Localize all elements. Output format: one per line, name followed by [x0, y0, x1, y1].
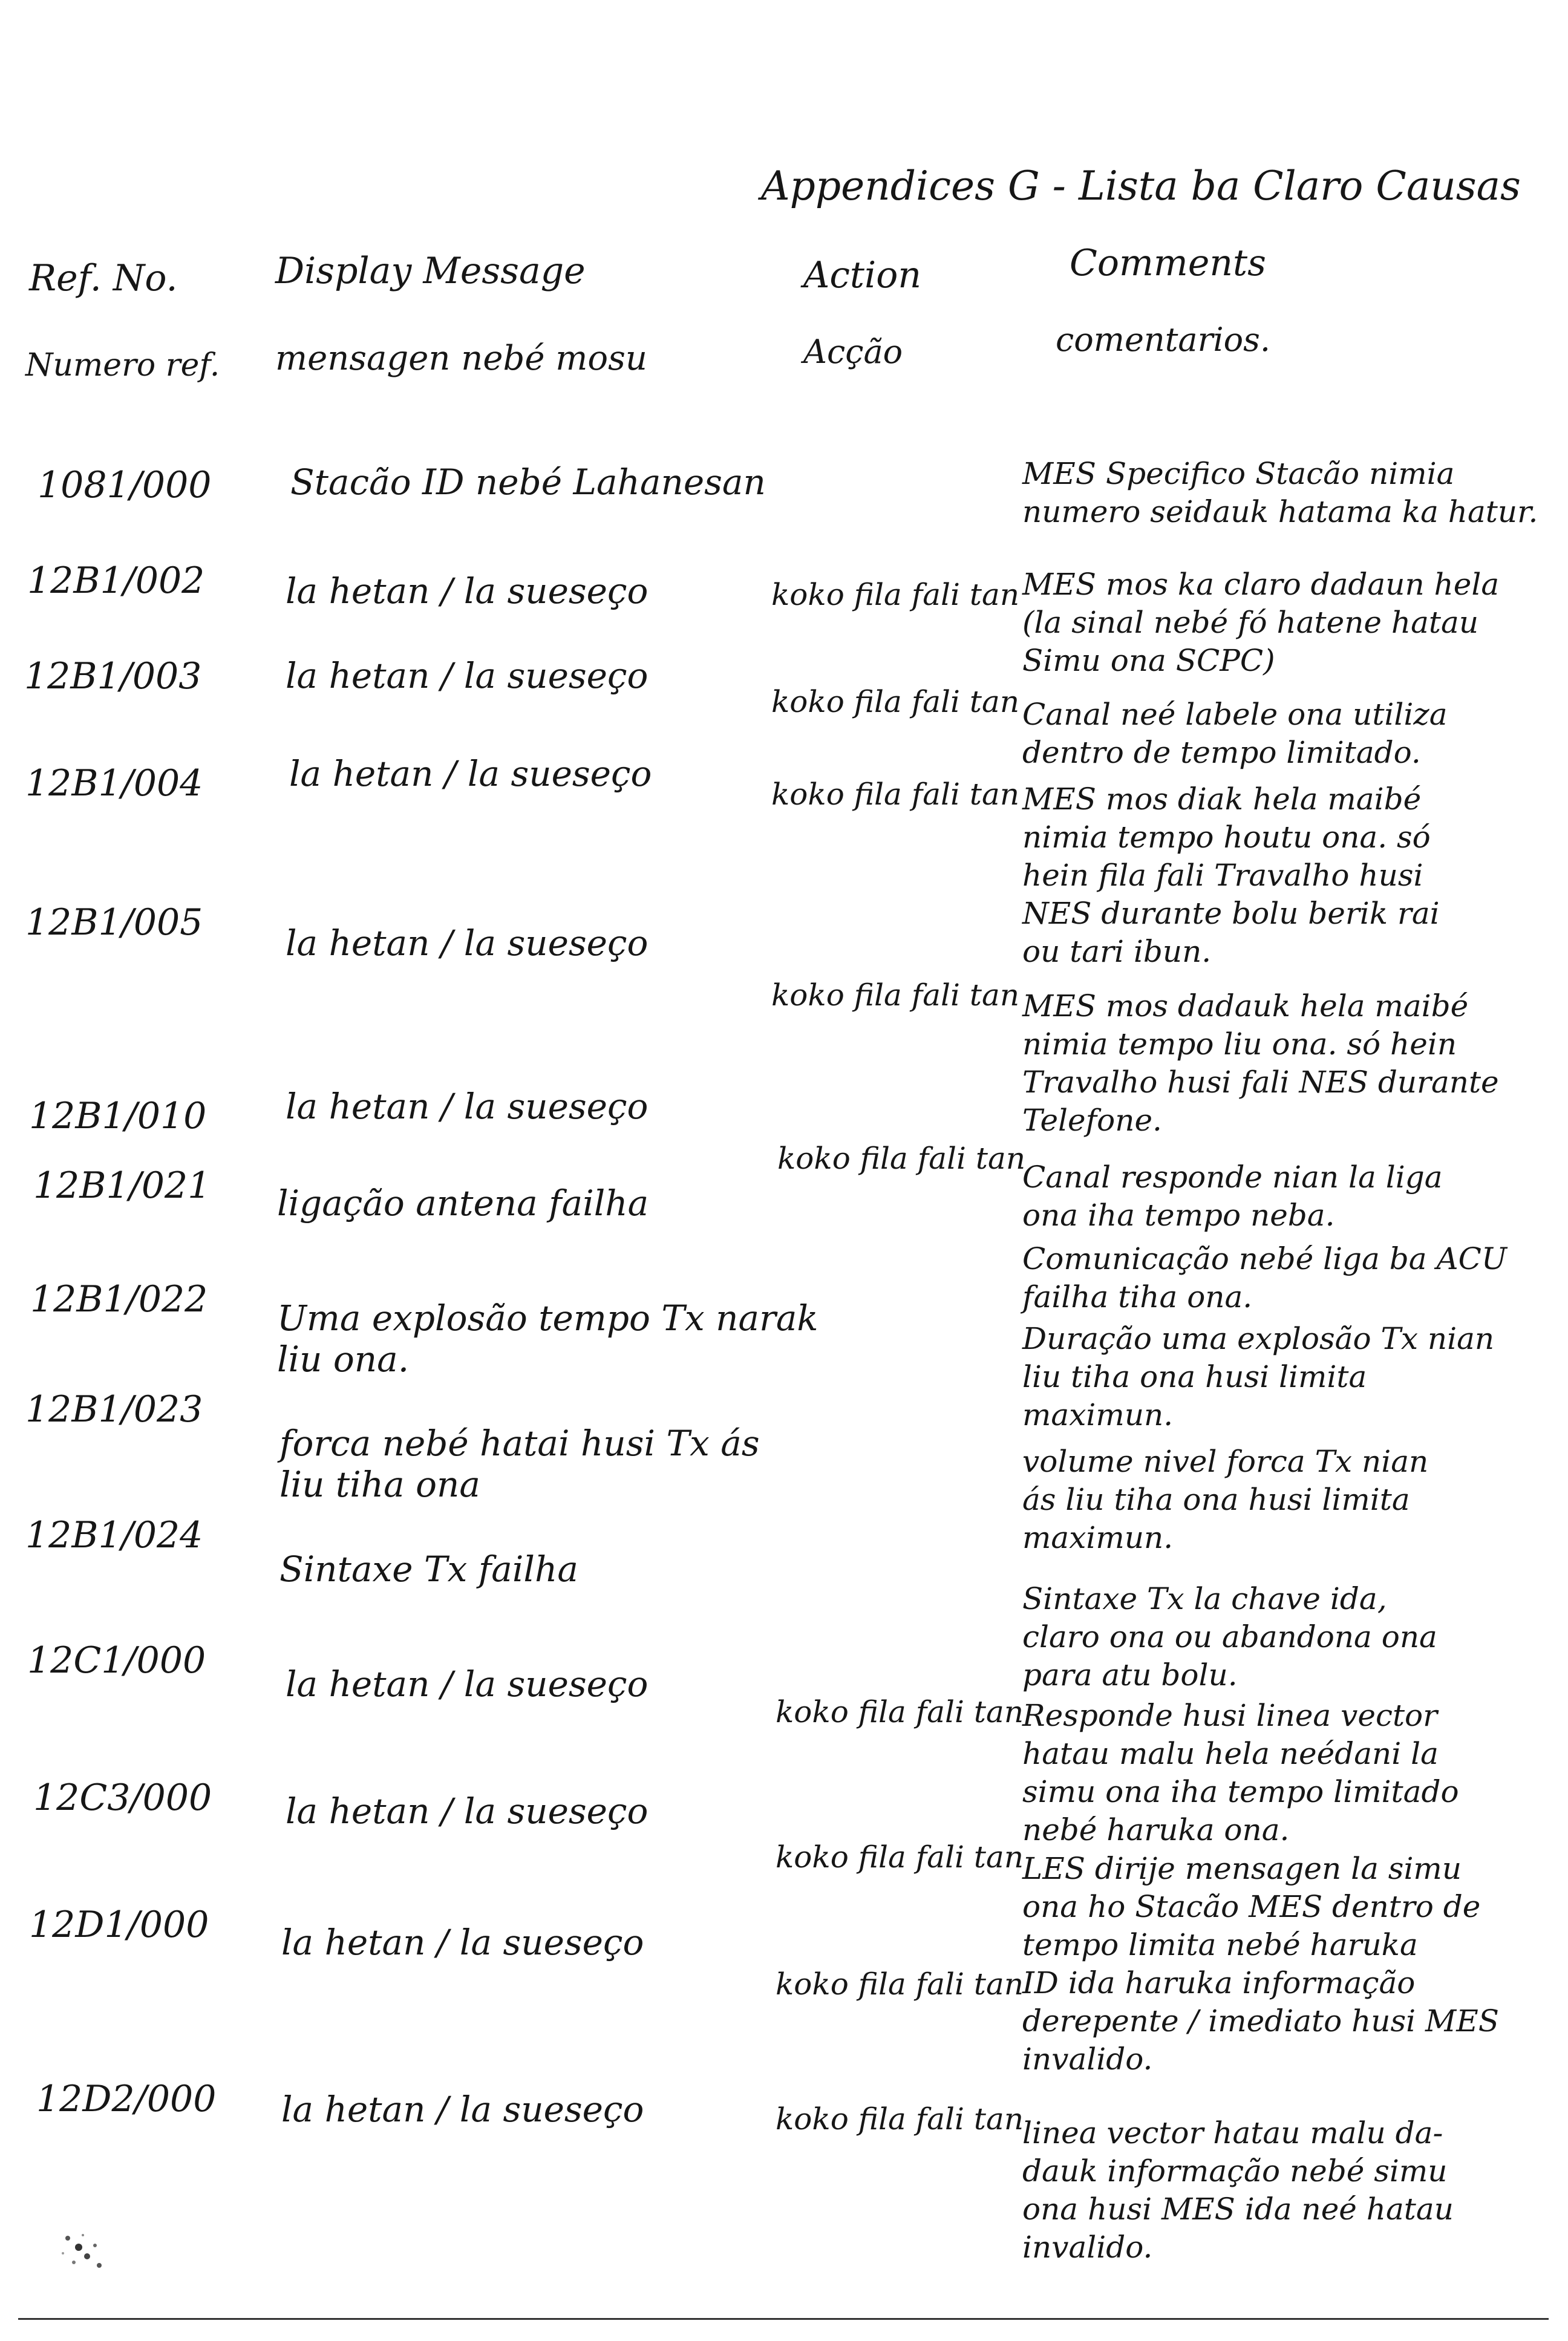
display-message: forca nebé hatai husi Tx ás liu tiha ona	[279, 1423, 760, 1505]
ref-number: 12B1/003	[24, 655, 202, 697]
ref-number: 12B1/002	[27, 560, 205, 602]
page-title: Appendices G - Lista ba Claro Causas	[761, 163, 1521, 209]
comment: Sintaxe Tx la chave ida, claro ona ou abandona ona para atu bolu.	[1022, 1581, 1437, 1693]
comment: Duração uma explosão Tx nian liu tiha ona husi limita maximun.	[1022, 1321, 1495, 1432]
action-text: koko fila fali tan	[771, 577, 1020, 612]
header-comments-tet: comentarios.	[1056, 321, 1271, 359]
ref-number: 12B1/022	[30, 1278, 208, 1321]
comment: linea vector hatau malu da- dauk informação nebé simu ona husi MES ida neé hatau invalido.	[1022, 2115, 1454, 2265]
action-text: koko fila fali tan	[776, 1967, 1024, 2002]
ref-number: 12D2/000	[36, 2078, 217, 2120]
header-action-tet: Acção	[803, 333, 903, 371]
action-text: koko fila fali tan	[771, 978, 1020, 1013]
header-ref-en: Ref. No.	[29, 257, 178, 299]
display-message: la hetan / la sueseço	[289, 753, 652, 794]
header-comments-en: Comments	[1070, 242, 1266, 284]
display-message: Sintaxe Tx failha	[279, 1549, 578, 1590]
header-message-tet: mensagen nebé mosu	[275, 339, 647, 378]
comment: MES Specifico Stacão nimia numero seidauk hatama ka hatur.	[1022, 456, 1538, 529]
ref-number: 12C3/000	[33, 1777, 212, 1819]
action-text: koko fila fali tan	[776, 1694, 1024, 1729]
comment: MES mos ka claro dadaun hela (la sinal nebé fó hatene hatau Simu ona SCPC)	[1022, 567, 1500, 678]
display-message: ligação antena failha	[277, 1183, 649, 1224]
ref-number: 12B1/023	[25, 1388, 203, 1431]
display-message: Uma explosão tempo Tx narak liu ona.	[277, 1298, 818, 1380]
ref-number: 12B1/005	[25, 901, 203, 944]
ref-number: 12B1/021	[33, 1164, 211, 1207]
comment: Responde husi linea vector hatau malu hela neédani la simu ona iha tempo limitado nebé haruka ona.	[1022, 1698, 1459, 1847]
display-message: la hetan / la sueseço	[281, 2089, 644, 2130]
display-message: la hetan / la sueseço	[286, 922, 648, 964]
action-text: koko fila fali tan	[777, 1141, 1026, 1176]
display-message: la hetan / la sueseço	[286, 655, 648, 696]
display-message: la hetan / la sueseço	[286, 1664, 648, 1705]
action-text: koko fila fali tan	[771, 684, 1020, 719]
action-text: koko fila fali tan	[776, 1840, 1024, 1875]
header-ref-tet: Numero ref.	[25, 347, 220, 384]
display-message: Stacão ID nebé Lahanesan	[290, 462, 766, 503]
comment: LES dirije mensagen la simu ona ho Stacão MES dentro de tempo limita nebé haruka ID ida haruka informação derepente / imediato husi MES invalido.	[1022, 1851, 1499, 2077]
header-message-en: Display Message	[275, 250, 586, 292]
comment: MES mos diak hela maibé nimia tempo houtu ona. só hein fila fali Travalho husi NES durante bolu berik rai ou tari ibun.	[1022, 782, 1440, 969]
bottom-rule	[18, 2318, 1549, 2320]
comment: Canal neé labele ona utiliza dentro de tempo limitado.	[1022, 697, 1448, 770]
action-text: koko fila fali tan	[771, 777, 1020, 812]
display-message: la hetan / la sueseço	[286, 570, 648, 612]
comment: MES mos dadauk hela maibé nimia tempo liu ona. só hein Travalho husi fali NES durante Telefone.	[1022, 988, 1499, 1138]
header-action-en: Action	[803, 254, 921, 296]
display-message: la hetan / la sueseço	[281, 1922, 644, 1963]
ref-number: 12C1/000	[27, 1639, 206, 1682]
ref-number: 12D1/000	[29, 1904, 209, 1946]
comment: Canal responde nian la liga ona iha tempo neba.	[1022, 1160, 1443, 1233]
ref-number: 12B1/010	[29, 1095, 207, 1137]
comment: Comunicação nebé liga ba ACU failha tiha ona.	[1022, 1241, 1507, 1314]
ref-number: 12B1/004	[25, 762, 203, 805]
display-message: la hetan / la sueseço	[286, 1791, 648, 1832]
ref-number: 1081/000	[38, 464, 212, 506]
display-message: la hetan / la sueseço	[286, 1086, 648, 1127]
comment: volume nivel forca Tx nian ás liu tiha ona husi limita maximun.	[1022, 1444, 1429, 1555]
ref-number: 12B1/024	[25, 1514, 203, 1556]
ink-smudge	[50, 2214, 116, 2281]
action-text: koko fila fali tan	[776, 2101, 1024, 2137]
